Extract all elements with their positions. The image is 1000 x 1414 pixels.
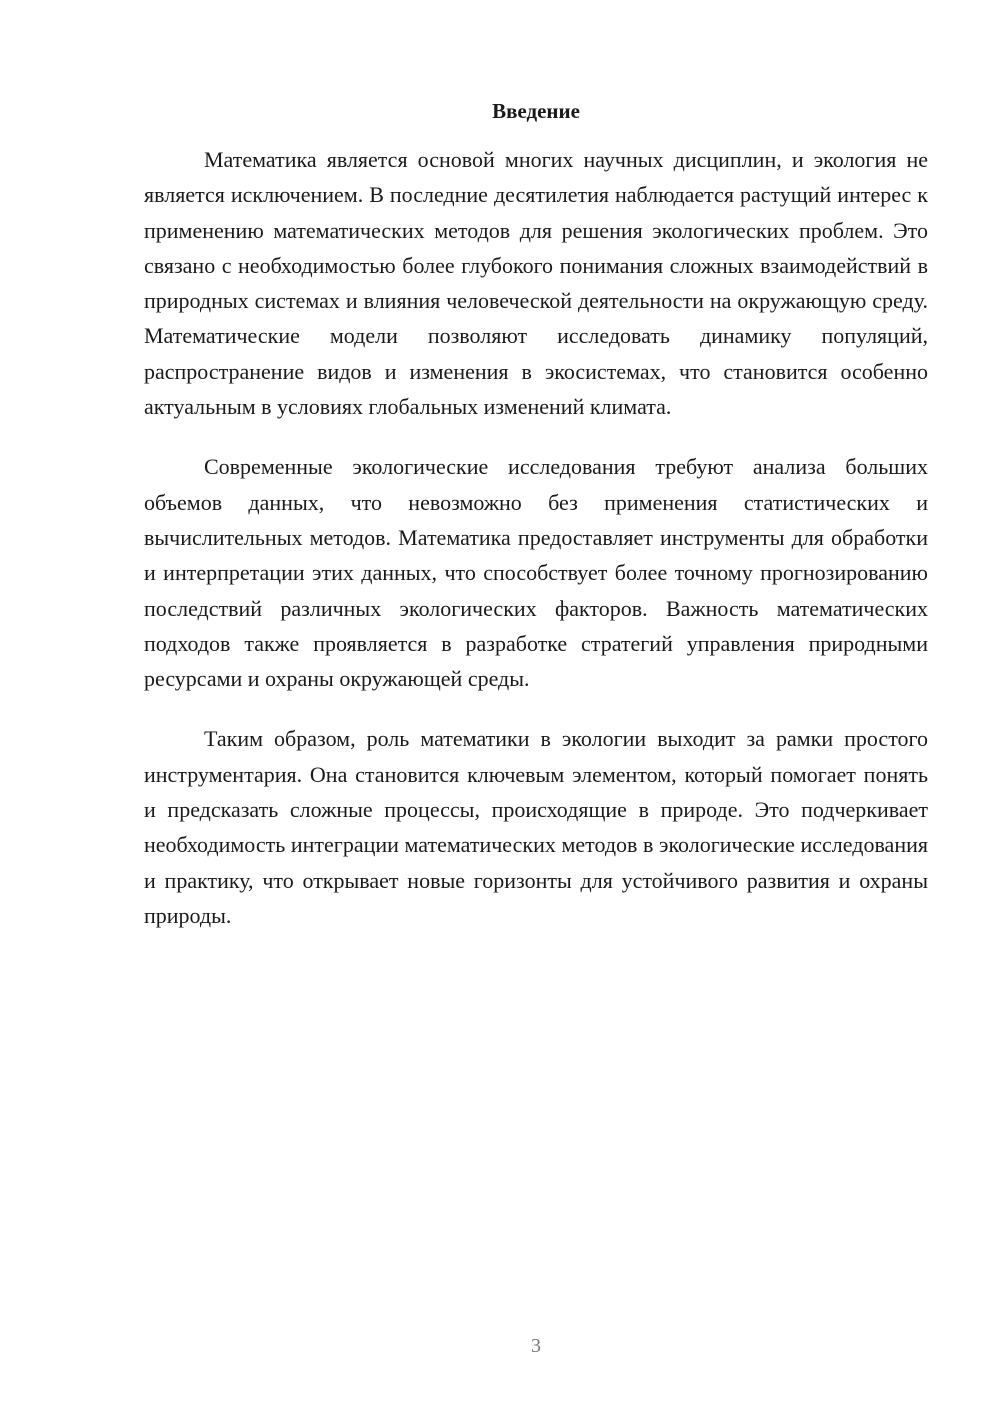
paragraph-3: Таким образом, роль математики в экологии выходит за рамки простого инструментария. Она становится ключевым элементом, который помогает понять и предсказать сложные процессы, происходящие в природе. Это подчеркивает необходимость интеграции математических методов в экологические исследования и практику, что открывает новые горизонты для устойчивого развития и охраны природы. — [144, 726, 928, 928]
body-text — [144, 142, 928, 958]
page-number: 3 — [531, 1335, 541, 1357]
paragraph-2: Современные экологические исследования требуют анализа больших объемов данных, что невозможно без применения статистических и вычислительных методов. Математика предоставляет инструменты для обработки и интерпретации этих данных, что способствует более точному прогнозированию последствий различных экологических факторов. Важность математических подходов также проявляется в разработке стратегий управления природными ресурсами и охраны окружающей среды. — [144, 454, 928, 692]
paragraph-1: Математика является основой многих научных дисциплин, и экология не является исключением. В последние десятилетия наблюдается растущий интерес к применению математических методов для решения экологических проблем. Это связано с необходимостью более глубокого понимания сложных взаимодействий в природных системах и влияния человеческой деятельности на окружающую среду. Математические модели позволяют исследовать динамику популяций, распространение видов и изменения в экосистемах, что становится особенно актуальным в условиях глобальных изменений климата. — [144, 147, 928, 420]
section-title: Введение — [492, 99, 580, 123]
